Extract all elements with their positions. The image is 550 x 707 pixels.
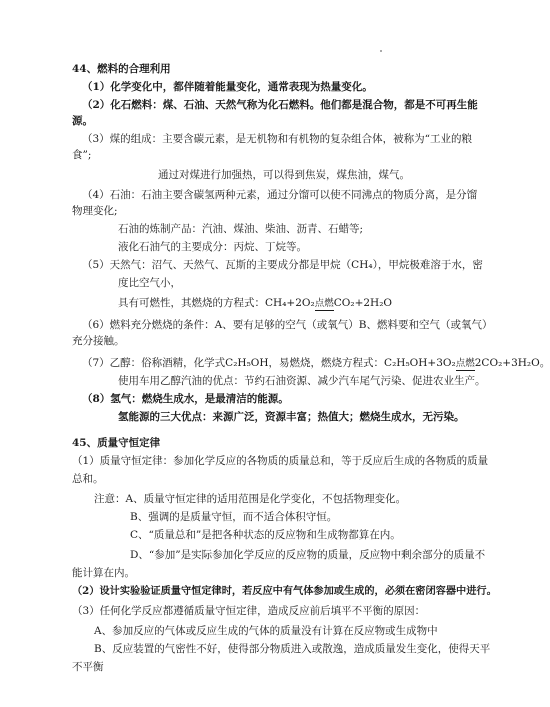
section-45-title: 45、质量守恒定律 [72,437,161,449]
s45-p3A: A、参加反应的气体或反应生成的气体的质量没有计算在反应物或生成物中 [94,625,438,637]
s44-p3a: （3）煤的组成：主要含碳元素，是无机物和有机物的复杂组合体，被称为“工业的粮 [82,133,473,145]
s44-p3b: 食”; [72,149,92,161]
s44-p6a: （6）燃料充分燃烧的条件：A、要有足够的空气（或氧气）B、燃料要和空气（或氧气） [82,319,493,331]
s45-p2: （2）设计实验验证质量守恒定律时，若反应中有气体参加或生成的，必须在密闭容器中进行。 [72,585,497,597]
s44-p7a: （7）乙醇：俗称酒精，化学式C₂H₅OH，易燃烧，燃烧方程式：C₂H₅OH+3O₂点燃2CO₂+3H₂O。 [82,357,550,369]
s44-p5b: 度比空气小， [118,277,181,289]
s44-p5c: 具有可燃性，其燃烧的方程式：CH₄+2O₂点燃CO₂+2H₂O [118,297,393,309]
s44-p6b: 充分接触。 [72,335,125,347]
s44-p4c: 石油的炼制产品：汽油、煤油、柴油、沥青、石蜡等; [118,223,364,235]
s44-p5a: （5）天然气：沼气、天然气、瓦斯的主要成分都是甲烷（CH₄），甲烷极难溶于水，密 [82,259,483,271]
s45-p1b: 总和。 [72,473,104,485]
s45-noteA: 注意：A、质量守恒定律的适用范围是化学变化，不包括物理变化。 [94,493,407,505]
s44-p2b: 源。 [72,115,93,127]
s44-p4d: 液化石油气的主要成分：丙烷、丁烷等。 [118,241,307,253]
s45-p1a: （1）质量守恒定律：参加化学反应的各物质的质量总和，等于反应后生成的各物质的质量 [72,455,489,467]
section-44-title: 44、燃料的合理利用 [72,63,171,75]
reaction-condition: 点燃 [455,358,475,369]
s44-p8a: （8）氢气：燃烧生成水，是最清洁的能源。 [82,393,289,405]
s45-noteB: B、强调的是质量守恒，而不适合体积守恒。 [130,511,338,523]
scan-dot [380,50,382,52]
s45-p3: （3）任何化学反应都遵循质量守恒定律，造成反应前后填平不平衡的原因： [72,605,426,617]
s44-p3c: 通过对煤进行加强热，可以得到焦炭，煤焦油，煤气。 [158,169,410,181]
s44-p1: （1）化学变化中，都伴随着能量变化，通常表现为热量变化。 [82,81,373,93]
s45-noteD2: 能计算在内。 [72,567,135,579]
s44-p8b: 氢能源的三大优点：来源广泛，资源丰富；热值大；燃烧生成水，无污染。 [118,411,465,423]
s44-p7b: 使用车用乙醇汽油的优点：节约石油资源、减少汽车尾气污染、促进农业生产。 [118,375,486,387]
s45-p3B2: 不平衡 [72,661,104,673]
s44-p2a: （2）化石燃料：煤、石油、天然气称为化石燃料。他们都是混合物，都是不可再生能 [82,99,478,111]
s44-p4a: （4）石油：石油主要含碳氢两种元素，通过分馏可以使不同沸点的物质分离，是分馏 [82,189,478,201]
s45-noteD1: D、“参加”是实际参加化学反应的反应物的质量，反应物中剩余部分的质量不 [130,549,486,561]
s45-p3B1: B、反应装置的气密性不好，使得部分物质进入或散逸，造成质量发生变化，使得天平 [94,643,491,655]
s44-p4b: 物理变化; [72,205,118,217]
reaction-condition: 点燃 [314,298,334,309]
s45-noteC: C、“质量总和”是把各种状态的反应物和生成物都算在内。 [130,529,401,541]
